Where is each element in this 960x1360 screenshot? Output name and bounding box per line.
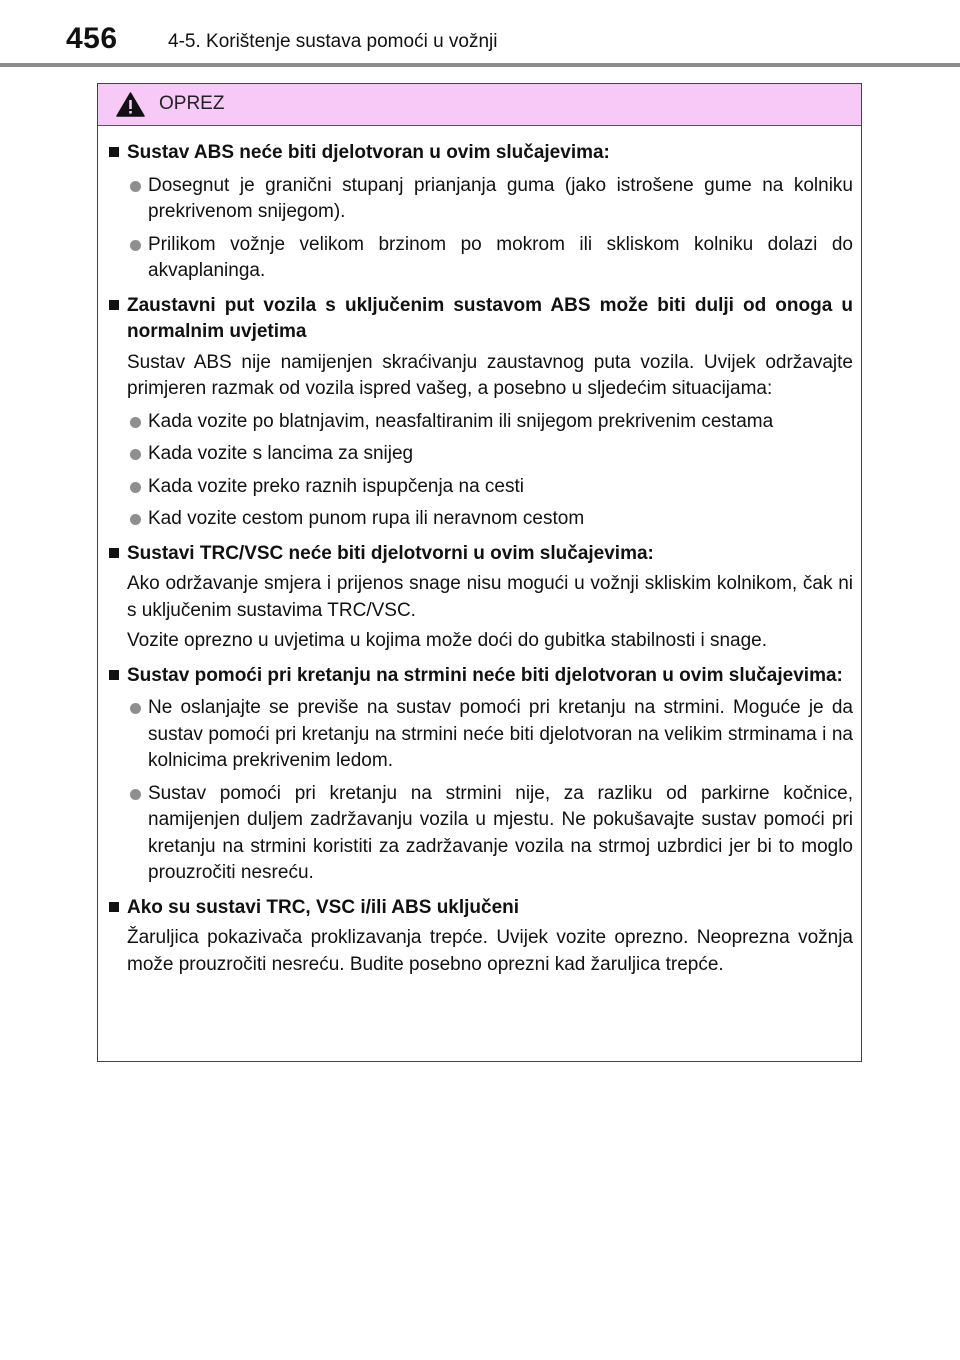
round-bullet-icon [130,703,141,714]
list-item [127,474,853,501]
list-item-text: Kada vozite preko raznih ispupčenja na cesti [148,475,525,497]
list-item [127,232,853,285]
round-bullet-icon [130,482,141,493]
section-paragraph: Žaruljica pokazivača proklizavanja trepće. Uvijek vozite oprezno. Neoprezna vožnja može prouzročiti nesreću. Budite posebno oprezni kad žaruljica trepće. [127,927,853,975]
square-bullet-icon [109,147,119,157]
caution-section [106,140,853,285]
list-item [127,173,853,226]
round-bullet-icon [130,417,141,428]
square-bullet-icon [109,902,119,912]
caution-section [106,541,853,655]
section-paragraph: Sustav ABS nije namijenjen skraćivanju zaustavnog puta vozila. Uvijek održavajte primjeren razmak od vozila ispred vašeg, a posebno u sljedećim situacijama: [127,351,853,399]
square-bullet-icon [109,300,119,310]
square-bullet-icon [109,670,119,680]
caution-label: OPREZ [159,93,225,114]
header-divider [0,63,960,67]
round-bullet-icon [130,181,141,192]
round-bullet-icon [130,240,141,251]
list-item [127,409,853,436]
caution-section [106,895,853,979]
caution-box [97,83,862,1062]
list-item [127,781,853,887]
caution-header [98,84,861,126]
page-number: 456 [66,22,118,55]
list-item-text: Sustav pomoći pri kretanju na strmini nije, za razliku od parkirne kočnice, namijenjen duljem zadržavanju vozila u mjestu. Ne pokušavajte sustav pomoći pri kretanju na strmini koristiti za zadržavanje vozila na strmoj uzbrdici jer bi to moglo prouzročiti nesreću. [148,782,853,883]
list-item-text: Ne oslanjajte se previše na sustav pomoći pri kretanju na strmini. Moguće je da sustav pomoći pri kretanju na strmini neće biti djelotvoran na velikim strminama i na kolnicima prekrivenim ledom. [148,697,853,771]
section-paragraph: Ako održavanje smjera i prijenos snage nisu mogući u vožnji skliskim kolnikom, čak ni s uključenim sustavima TRC/VSC. [127,573,853,621]
list-item-text: Prilikom vožnje velikom brzinom po mokrom ili skliskom kolniku dolazi do akvaplaninga. [148,233,853,281]
section-heading: Ako su sustavi TRC, VSC i/ili ABS uključeni [127,896,520,918]
list-item-text: Kada vozite po blatnjavim, neasfaltiranim ili snijegom prekrivenim cestama [148,410,774,432]
section-paragraph: Vozite oprezno u uvjetima u kojima može doći do gubitka stabilnosti i snage. [127,630,768,651]
section-heading: Zaustavni put vozila s uključenim sustavom ABS može biti dulji od onoga u normalnim uvjetima [127,294,853,342]
square-bullet-icon [109,548,119,558]
round-bullet-icon [130,514,141,525]
list-item-text: Dosegnut je granični stupanj prianjanja guma (jako istrošene gume na kolniku prekrivenom snijegom). [148,174,853,222]
caution-body [98,126,861,978]
section-heading: Sustav pomoći pri kretanju na strmini neće biti djelotvoran u ovim slučajevima: [127,664,843,686]
list-item [127,441,853,468]
warning-triangle-icon [116,92,145,117]
list-item [127,695,853,775]
section-heading: Sustav ABS neće biti djelotvoran u ovim slučajevima: [127,142,610,163]
round-bullet-icon [130,449,141,460]
section-title: 4-5. Korištenje sustava pomoći u vožnji [168,31,498,52]
round-bullet-icon [130,789,141,800]
caution-section [106,293,853,533]
list-item-text: Kada vozite s lancima za snijeg [148,443,414,464]
list-item-text: Kad vozite cestom punom rupa ili neravnom cestom [148,508,585,529]
page-header [0,0,960,70]
section-heading: Sustavi TRC/VSC neće biti djelotvorni u ovim slučajevima: [127,542,654,564]
list-item [127,506,853,533]
caution-section [106,663,853,887]
